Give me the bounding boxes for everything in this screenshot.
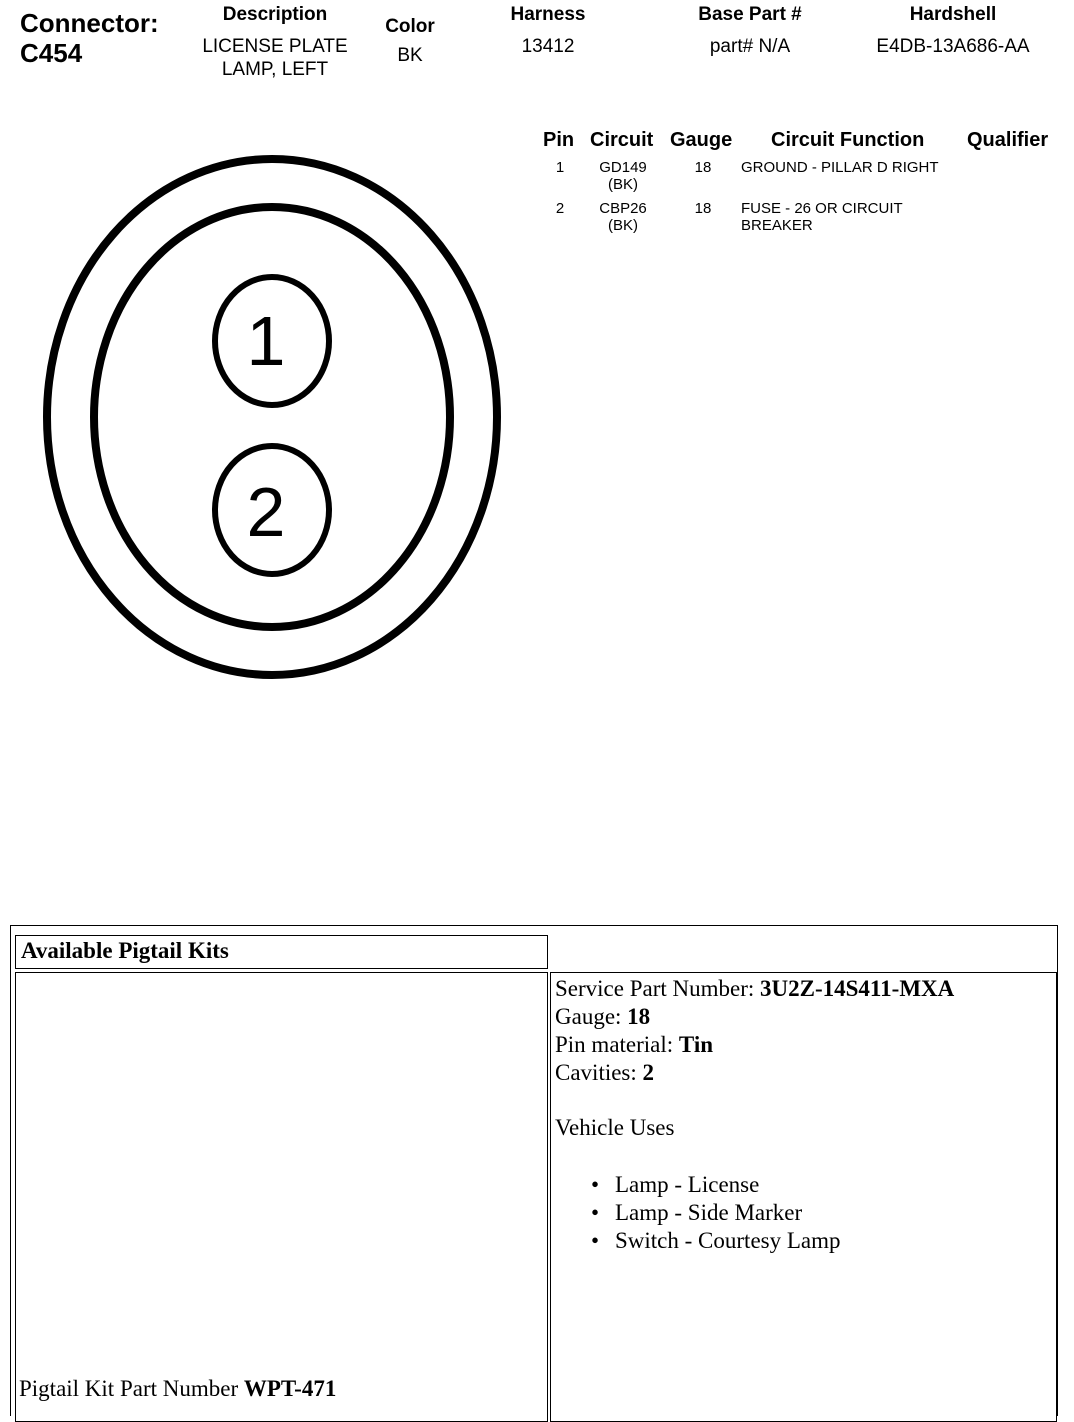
harness-value: 13412: [521, 36, 575, 57]
harness-label: Harness: [510, 4, 586, 25]
connector-outer-ring: [47, 159, 497, 675]
row-2-function: [741, 200, 961, 234]
description-value-line1: LICENSE PLATE: [202, 36, 348, 57]
vehicle-use-item: • Lamp - Side Marker: [555, 1199, 1052, 1227]
pigtail-kits-title: Available Pigtail Kits: [21, 938, 229, 963]
row-1-circuit-id: GD149: [599, 159, 647, 176]
pigtail-title-cell: [15, 935, 548, 969]
color-value: BK: [397, 45, 423, 66]
row-2-circuit: [583, 200, 663, 234]
service-part-number: [555, 975, 1052, 1003]
row-1-circuit: [583, 159, 663, 193]
gauge-label: Gauge:: [555, 1004, 628, 1029]
kit-part-value: WPT-471: [243, 1376, 337, 1401]
hardshell-column: [853, 4, 1053, 58]
hardshell-label: Hardshell: [909, 4, 997, 25]
connector-title: [20, 8, 159, 68]
color-label: Color: [385, 16, 435, 37]
pigtail-kits-table: [10, 925, 1058, 1416]
pin-header: Pin: [543, 129, 575, 151]
row-1-function-line1: GROUND - PILLAR D RIGHT: [741, 159, 939, 176]
service-part-label: Service Part Number:: [555, 976, 761, 1001]
qualifier-header: Qualifier: [967, 129, 1049, 151]
connector-inner-ring: [94, 207, 450, 627]
description-column: [175, 4, 375, 81]
pin-material-value: Tin: [678, 1032, 714, 1057]
vehicle-use-item: • Lamp - License: [555, 1171, 1052, 1199]
cavities-value: 2: [642, 1060, 655, 1085]
row-2-circuit-id: CBP26: [599, 200, 647, 217]
gauge-header: Gauge: [670, 129, 733, 151]
row-1-pin: 1: [555, 159, 565, 176]
gauge-value: 18: [627, 1004, 651, 1029]
pin-material-line: [555, 1031, 1052, 1059]
row-2-pin: 2: [555, 200, 565, 217]
pigtail-details-cell: [550, 972, 1057, 1422]
base-part-value: part# N/A: [709, 36, 791, 57]
vehicle-uses-list: [555, 1171, 1052, 1255]
description-value-line2: LAMP, LEFT: [221, 59, 329, 80]
cavities-label: Cavities:: [555, 1060, 643, 1085]
row-2-function-line1: FUSE - 26 OR CIRCUIT: [741, 200, 903, 217]
row-1-function: [741, 159, 961, 176]
kit-part-label: Pigtail Kit Part Number: [19, 1376, 244, 1401]
cavities-line: [555, 1059, 1052, 1087]
pin-2-number: 2: [246, 473, 286, 551]
pin-material-label: Pin material:: [555, 1032, 679, 1057]
pin-1-number: 1: [246, 302, 286, 380]
pigtail-kit-part-number: [19, 1375, 336, 1403]
service-part-value: 3U2Z-14S411-MXA: [760, 976, 955, 1001]
gauge-line: [555, 1003, 1052, 1031]
color-column: [370, 16, 450, 67]
row-2-circuit-color: (BK): [608, 217, 638, 234]
row-2-function-line2: BREAKER: [741, 217, 813, 234]
connector-id: C454: [20, 38, 83, 68]
harness-column: [478, 4, 618, 58]
vehicle-use-item: • Switch - Courtesy Lamp: [555, 1227, 1052, 1255]
row-1-gauge: 18: [694, 159, 712, 176]
base-part-label: Base Part #: [698, 4, 802, 25]
base-part-column: [665, 4, 835, 58]
circuit-function-header: Circuit Function: [771, 129, 925, 151]
description-label: Description: [222, 4, 328, 25]
pigtail-image-cell: [15, 972, 548, 1422]
connector-label: Connector:: [20, 8, 159, 38]
row-1-circuit-color: (BK): [608, 176, 638, 193]
hardshell-value: E4DB-13A686-AA: [876, 36, 1030, 57]
row-2-gauge: 18: [694, 200, 712, 217]
vehicle-uses-label: Vehicle Uses: [555, 1115, 675, 1140]
connector-face-diagram: [0, 140, 520, 700]
circuit-header: Circuit: [590, 129, 654, 151]
